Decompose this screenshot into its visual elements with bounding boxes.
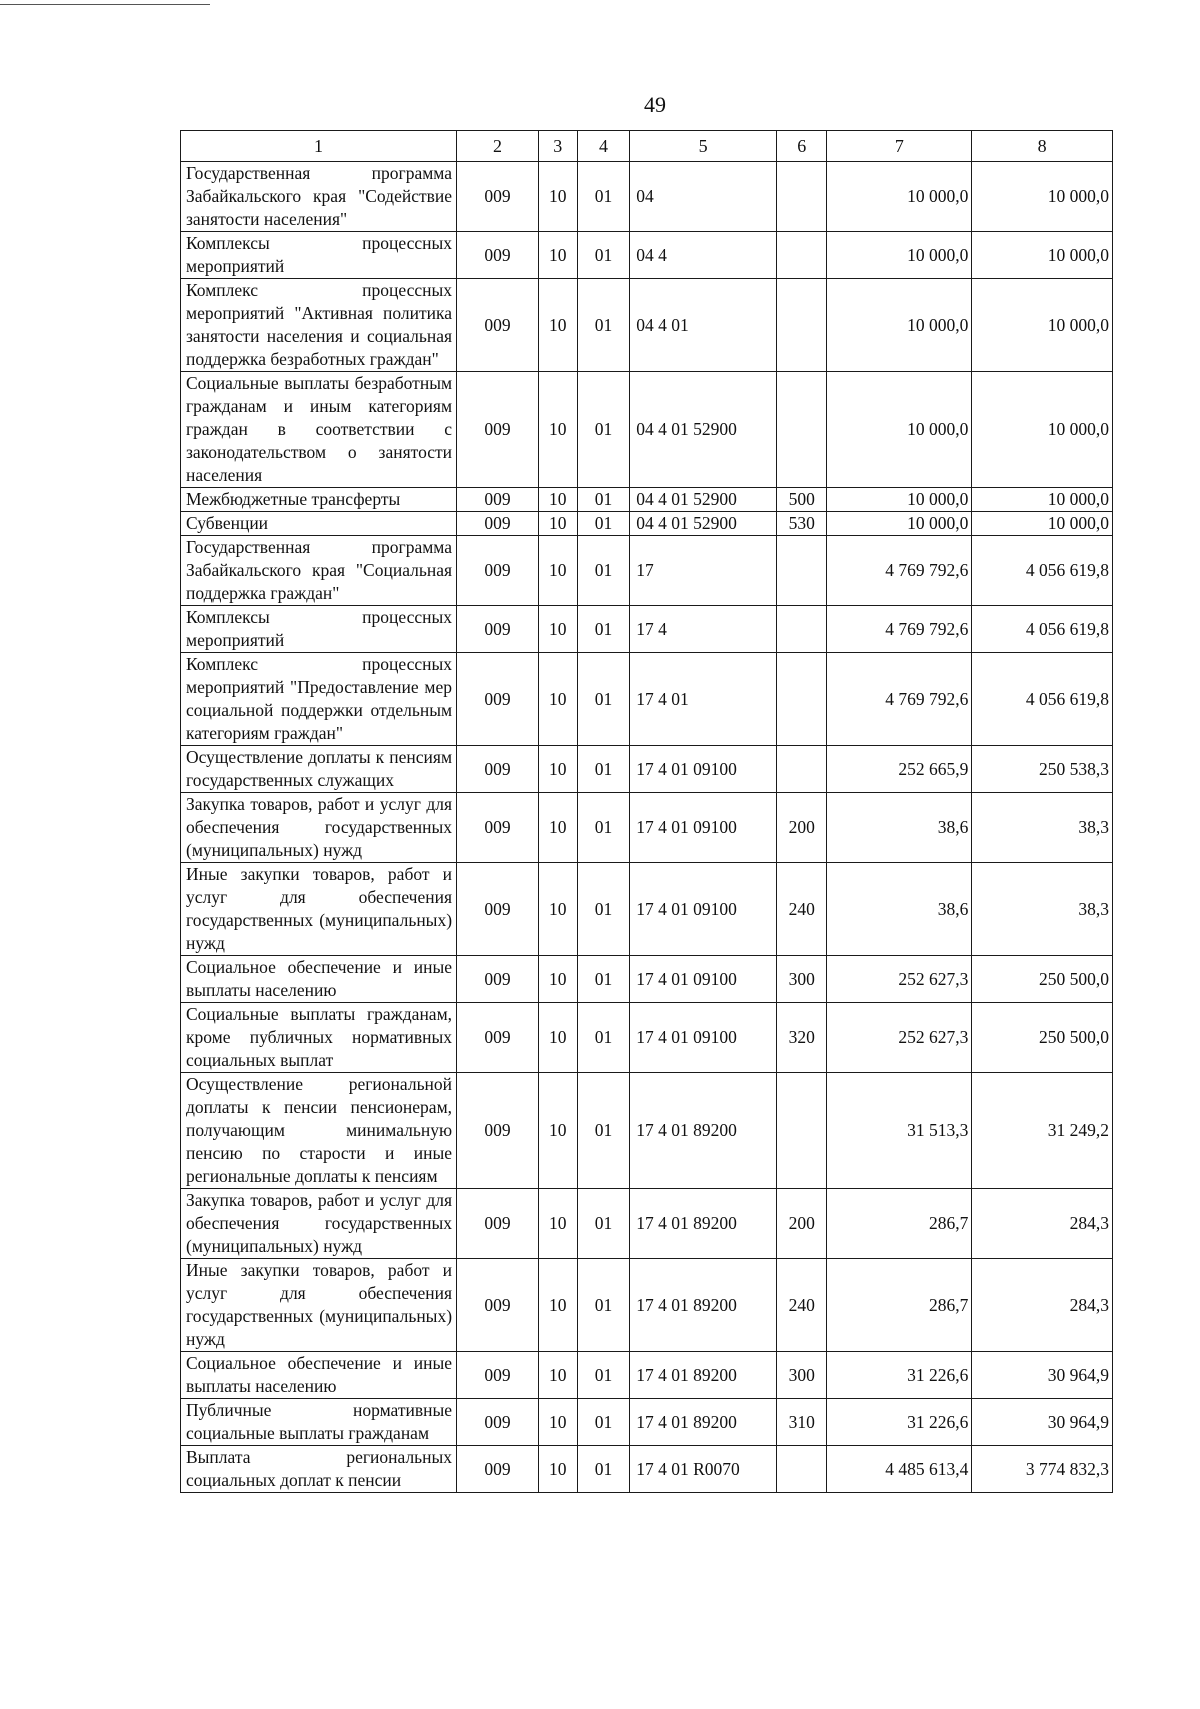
row-name-cell: Социальные выплаты безработным гражданам и иным категориям граждан в соответствии с законодательством о занятости населения <box>181 372 457 488</box>
amount-year2-cell: 38,3 <box>972 863 1113 956</box>
ministry-code-cell: 009 <box>457 1446 539 1493</box>
subsection-code-cell: 01 <box>577 232 629 279</box>
target-article-cell: 17 4 01 09100 <box>630 746 777 793</box>
ministry-code-cell: 009 <box>457 606 539 653</box>
ministry-code-cell: 009 <box>457 512 539 536</box>
subsection-code-cell: 01 <box>577 746 629 793</box>
table-row <box>181 488 1113 512</box>
target-article-cell: 17 4 01 09100 <box>630 1003 777 1073</box>
section-code-cell: 10 <box>538 1259 577 1352</box>
subsection-code-cell: 01 <box>577 512 629 536</box>
budget-table <box>180 130 1113 1493</box>
ministry-code-cell: 009 <box>457 162 539 232</box>
amount-year1-cell: 10 000,0 <box>827 488 972 512</box>
table-row <box>181 279 1113 372</box>
amount-year2-cell: 3 774 832,3 <box>972 1446 1113 1493</box>
row-name-cell: Комплексы процессных мероприятий <box>181 232 457 279</box>
expense-type-cell <box>777 1073 827 1189</box>
subsection-code-cell: 01 <box>577 488 629 512</box>
section-code-cell: 10 <box>538 279 577 372</box>
ministry-code-cell: 009 <box>457 232 539 279</box>
subsection-code-cell: 01 <box>577 1003 629 1073</box>
expense-type-cell <box>777 606 827 653</box>
table-row <box>181 162 1113 232</box>
amount-year1-cell: 38,6 <box>827 793 972 863</box>
table-row <box>181 536 1113 606</box>
row-name-cell: Иные закупки товаров, работ и услуг для обеспечения государственных (муниципальных) нужд <box>181 863 457 956</box>
subsection-code-cell: 01 <box>577 1352 629 1399</box>
row-name-cell: Комплексы процессных мероприятий <box>181 606 457 653</box>
section-code-cell: 10 <box>538 653 577 746</box>
target-article-cell: 04 4 <box>630 232 777 279</box>
amount-year2-cell: 10 000,0 <box>972 232 1113 279</box>
target-article-cell: 04 4 01 52900 <box>630 488 777 512</box>
amount-year2-cell: 38,3 <box>972 793 1113 863</box>
ministry-code-cell: 009 <box>457 372 539 488</box>
column-header: 6 <box>777 131 827 162</box>
ministry-code-cell: 009 <box>457 1073 539 1189</box>
section-code-cell: 10 <box>538 863 577 956</box>
amount-year2-cell: 284,3 <box>972 1259 1113 1352</box>
section-code-cell: 10 <box>538 606 577 653</box>
ministry-code-cell: 009 <box>457 1352 539 1399</box>
amount-year2-cell: 250 500,0 <box>972 1003 1113 1073</box>
table-row <box>181 863 1113 956</box>
expense-type-cell <box>777 746 827 793</box>
row-name-cell: Осуществление доплаты к пенсиям государственных служащих <box>181 746 457 793</box>
scan-edge-line <box>0 4 210 5</box>
section-code-cell: 10 <box>538 1446 577 1493</box>
ministry-code-cell: 009 <box>457 956 539 1003</box>
section-code-cell: 10 <box>538 372 577 488</box>
amount-year2-cell: 31 249,2 <box>972 1073 1113 1189</box>
row-name-cell: Осуществление региональной доплаты к пенсии пенсионерам, получающим минимальную пенсию по старости и иные региональные доплаты к пенсиям <box>181 1073 457 1189</box>
expense-type-cell: 200 <box>777 793 827 863</box>
table-row <box>181 372 1113 488</box>
row-name-cell: Закупка товаров, работ и услуг для обеспечения государственных (муниципальных) нужд <box>181 1189 457 1259</box>
row-name-cell: Государственная программа Забайкальского края "Содействие занятости населения" <box>181 162 457 232</box>
table-row <box>181 1399 1113 1446</box>
ministry-code-cell: 009 <box>457 1399 539 1446</box>
table-row <box>181 1352 1113 1399</box>
column-header: 5 <box>630 131 777 162</box>
target-article-cell: 17 4 01 09100 <box>630 956 777 1003</box>
amount-year1-cell: 10 000,0 <box>827 512 972 536</box>
column-header: 3 <box>538 131 577 162</box>
target-article-cell: 17 4 01 89200 <box>630 1259 777 1352</box>
subsection-code-cell: 01 <box>577 536 629 606</box>
amount-year2-cell: 284,3 <box>972 1189 1113 1259</box>
section-code-cell: 10 <box>538 512 577 536</box>
subsection-code-cell: 01 <box>577 956 629 1003</box>
amount-year1-cell: 4 769 792,6 <box>827 536 972 606</box>
target-article-cell: 04 4 01 <box>630 279 777 372</box>
section-code-cell: 10 <box>538 1189 577 1259</box>
target-article-cell: 17 4 01 R0070 <box>630 1446 777 1493</box>
row-name-cell: Закупка товаров, работ и услуг для обеспечения государственных (муниципальных) нужд <box>181 793 457 863</box>
row-name-cell: Социальное обеспечение и иные выплаты населению <box>181 956 457 1003</box>
row-name-cell: Выплата региональных социальных доплат к пенсии <box>181 1446 457 1493</box>
amount-year2-cell: 30 964,9 <box>972 1399 1113 1446</box>
section-code-cell: 10 <box>538 956 577 1003</box>
section-code-cell: 10 <box>538 793 577 863</box>
amount-year1-cell: 286,7 <box>827 1189 972 1259</box>
target-article-cell: 04 4 01 52900 <box>630 512 777 536</box>
row-name-cell: Межбюджетные трансферты <box>181 488 457 512</box>
amount-year1-cell: 10 000,0 <box>827 372 972 488</box>
row-name-cell: Субвенции <box>181 512 457 536</box>
amount-year1-cell: 31 513,3 <box>827 1073 972 1189</box>
amount-year1-cell: 4 769 792,6 <box>827 653 972 746</box>
table-row <box>181 232 1113 279</box>
subsection-code-cell: 01 <box>577 279 629 372</box>
subsection-code-cell: 01 <box>577 1189 629 1259</box>
row-name-cell: Публичные нормативные социальные выплаты гражданам <box>181 1399 457 1446</box>
amount-year2-cell: 250 538,3 <box>972 746 1113 793</box>
expense-type-cell: 500 <box>777 488 827 512</box>
target-article-cell: 17 4 01 89200 <box>630 1189 777 1259</box>
section-code-cell: 10 <box>538 746 577 793</box>
table-row <box>181 793 1113 863</box>
expense-type-cell: 240 <box>777 863 827 956</box>
expense-type-cell: 300 <box>777 1352 827 1399</box>
table-row <box>181 1259 1113 1352</box>
section-code-cell: 10 <box>538 1073 577 1189</box>
amount-year1-cell: 252 627,3 <box>827 956 972 1003</box>
amount-year1-cell: 38,6 <box>827 863 972 956</box>
expense-type-cell <box>777 1446 827 1493</box>
amount-year2-cell: 10 000,0 <box>972 512 1113 536</box>
subsection-code-cell: 01 <box>577 1399 629 1446</box>
row-name-cell: Государственная программа Забайкальского края "Социальная поддержка граждан" <box>181 536 457 606</box>
subsection-code-cell: 01 <box>577 162 629 232</box>
subsection-code-cell: 01 <box>577 793 629 863</box>
amount-year1-cell: 31 226,6 <box>827 1352 972 1399</box>
subsection-code-cell: 01 <box>577 606 629 653</box>
amount-year1-cell: 4 769 792,6 <box>827 606 972 653</box>
target-article-cell: 17 4 01 09100 <box>630 863 777 956</box>
target-article-cell: 17 4 <box>630 606 777 653</box>
header-row <box>181 131 1113 162</box>
expense-type-cell <box>777 372 827 488</box>
amount-year2-cell: 30 964,9 <box>972 1352 1113 1399</box>
target-article-cell: 17 4 01 89200 <box>630 1399 777 1446</box>
target-article-cell: 17 4 01 09100 <box>630 793 777 863</box>
target-article-cell: 04 4 01 52900 <box>630 372 777 488</box>
ministry-code-cell: 009 <box>457 746 539 793</box>
amount-year2-cell: 10 000,0 <box>972 162 1113 232</box>
section-code-cell: 10 <box>538 162 577 232</box>
section-code-cell: 10 <box>538 232 577 279</box>
column-header: 8 <box>972 131 1113 162</box>
amount-year1-cell: 252 665,9 <box>827 746 972 793</box>
ministry-code-cell: 009 <box>457 1189 539 1259</box>
target-article-cell: 04 <box>630 162 777 232</box>
table-row <box>181 746 1113 793</box>
ministry-code-cell: 009 <box>457 1003 539 1073</box>
ministry-code-cell: 009 <box>457 488 539 512</box>
target-article-cell: 17 <box>630 536 777 606</box>
amount-year1-cell: 4 485 613,4 <box>827 1446 972 1493</box>
row-name-cell: Комплекс процессных мероприятий "Предоставление мер социальной поддержки отдельным категориям граждан" <box>181 653 457 746</box>
expense-type-cell <box>777 232 827 279</box>
amount-year1-cell: 252 627,3 <box>827 1003 972 1073</box>
subsection-code-cell: 01 <box>577 1073 629 1189</box>
table-row <box>181 653 1113 746</box>
column-header: 4 <box>577 131 629 162</box>
section-code-cell: 10 <box>538 1399 577 1446</box>
row-name-cell: Социальные выплаты гражданам, кроме публичных нормативных социальных выплат <box>181 1003 457 1073</box>
subsection-code-cell: 01 <box>577 372 629 488</box>
row-name-cell: Социальное обеспечение и иные выплаты населению <box>181 1352 457 1399</box>
amount-year1-cell: 286,7 <box>827 1259 972 1352</box>
subsection-code-cell: 01 <box>577 1446 629 1493</box>
ministry-code-cell: 009 <box>457 1259 539 1352</box>
table-row <box>181 1003 1113 1073</box>
column-header: 7 <box>827 131 972 162</box>
amount-year1-cell: 10 000,0 <box>827 279 972 372</box>
target-article-cell: 17 4 01 <box>630 653 777 746</box>
table-row <box>181 1073 1113 1189</box>
section-code-cell: 10 <box>538 488 577 512</box>
expense-type-cell <box>777 536 827 606</box>
table-row <box>181 606 1113 653</box>
amount-year2-cell: 4 056 619,8 <box>972 536 1113 606</box>
table-row <box>181 1189 1113 1259</box>
target-article-cell: 17 4 01 89200 <box>630 1073 777 1189</box>
subsection-code-cell: 01 <box>577 863 629 956</box>
row-name-cell: Комплекс процессных мероприятий "Активная политика занятости населения и социальная поддержка безработных граждан" <box>181 279 457 372</box>
expense-type-cell: 310 <box>777 1399 827 1446</box>
expense-type-cell <box>777 279 827 372</box>
amount-year1-cell: 10 000,0 <box>827 232 972 279</box>
ministry-code-cell: 009 <box>457 279 539 372</box>
section-code-cell: 10 <box>538 1003 577 1073</box>
table-row <box>181 512 1113 536</box>
subsection-code-cell: 01 <box>577 1259 629 1352</box>
column-header: 2 <box>457 131 539 162</box>
expense-type-cell <box>777 162 827 232</box>
amount-year2-cell: 250 500,0 <box>972 956 1113 1003</box>
expense-type-cell: 200 <box>777 1189 827 1259</box>
ministry-code-cell: 009 <box>457 536 539 606</box>
expense-type-cell: 320 <box>777 1003 827 1073</box>
amount-year2-cell: 4 056 619,8 <box>972 606 1113 653</box>
ministry-code-cell: 009 <box>457 653 539 746</box>
section-code-cell: 10 <box>538 536 577 606</box>
ministry-code-cell: 009 <box>457 863 539 956</box>
table-row <box>181 1446 1113 1493</box>
section-code-cell: 10 <box>538 1352 577 1399</box>
table-row <box>181 956 1113 1003</box>
amount-year2-cell: 4 056 619,8 <box>972 653 1113 746</box>
subsection-code-cell: 01 <box>577 653 629 746</box>
amount-year1-cell: 10 000,0 <box>827 162 972 232</box>
amount-year1-cell: 31 226,6 <box>827 1399 972 1446</box>
expense-type-cell: 300 <box>777 956 827 1003</box>
expense-type-cell: 530 <box>777 512 827 536</box>
table-body <box>181 162 1113 1493</box>
target-article-cell: 17 4 01 89200 <box>630 1352 777 1399</box>
amount-year2-cell: 10 000,0 <box>972 488 1113 512</box>
amount-year2-cell: 10 000,0 <box>972 372 1113 488</box>
row-name-cell: Иные закупки товаров, работ и услуг для обеспечения государственных (муниципальных) нужд <box>181 1259 457 1352</box>
expense-type-cell <box>777 653 827 746</box>
amount-year2-cell: 10 000,0 <box>972 279 1113 372</box>
column-header: 1 <box>181 131 457 162</box>
expense-type-cell: 240 <box>777 1259 827 1352</box>
page-number: 49 <box>644 92 666 117</box>
ministry-code-cell: 009 <box>457 793 539 863</box>
